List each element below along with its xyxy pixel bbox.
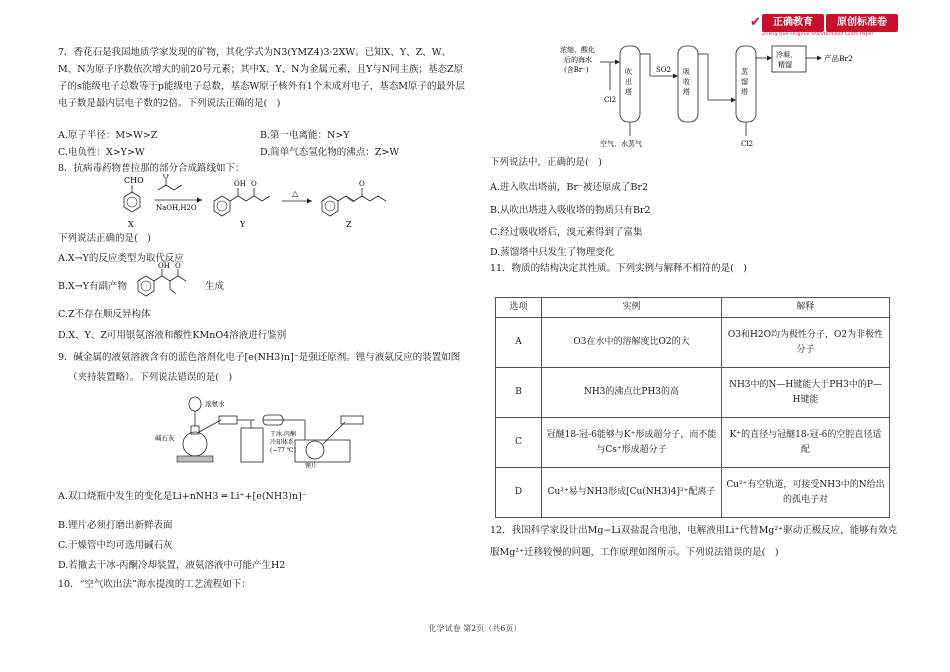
q9-option-b: B.锂片必须打磨出新鲜表面 — [58, 520, 173, 531]
table-cell-option: C — [496, 418, 542, 468]
q8-reagent: NaOH,H2O — [156, 204, 197, 212]
q9-coolant-label-1: 干冰-丙酮 — [270, 431, 297, 438]
q10-stem: 10．“空气吹出法”海水提溴的工艺流程如下： — [58, 579, 251, 590]
q12-line1: 12．我国科学家设计出Mg−Li双盐混合电池，电解液用Li⁺代替Mg²⁺驱动正极反应，能够有效克 — [490, 525, 898, 536]
check-icon: ✔ — [750, 15, 761, 30]
table-cell-option: D — [496, 468, 542, 518]
q8-option-b-suffix: 生成 — [205, 281, 225, 292]
q9-coolant-label-2: 冷却体系 — [270, 439, 295, 446]
q10-tower-3-label-2: 馏 — [741, 78, 748, 86]
q10-question: 下列说法中，正确的是( ) — [490, 157, 602, 168]
q10-tower-2-label-3: 塔 — [683, 88, 690, 96]
q9-temp-label: (−77 ℃) — [270, 447, 296, 454]
brand-logo — [750, 14, 900, 38]
q11-stem: 11．物质的结构决定其性质。下列实例与解释不相符的是( ) — [490, 263, 748, 274]
q8-option-b-prefix: B.X→Y有副产物 — [58, 281, 127, 292]
table-row — [496, 318, 890, 368]
q8-stem: 8．抗病毒药物普拉那的部分合成路线如下： — [58, 163, 245, 174]
q9-ammonia-label: 浓氨水 — [205, 400, 225, 408]
q10-option-a: A.进入吹出塔前，Br⁻被还原成了Br2 — [490, 182, 648, 193]
q8-heat: △ — [292, 189, 299, 198]
table-cell-explain: Cu²⁺有空轨道，可接受NH3中的N给出的孤电子对 — [722, 468, 890, 518]
table-cell-explain: NH3中的N—H键能大于PH3中的P—H键能 — [722, 368, 890, 418]
table-header-explain: 解释 — [722, 298, 890, 318]
q10-so2-label: SO2 — [656, 66, 671, 74]
table-cell-explain: O3和H2O均为极性分子，O2为非极性分子 — [722, 318, 890, 368]
q8-o-label-2: O — [251, 180, 257, 188]
q10-cl2b-label: Cl2 — [741, 140, 754, 148]
q8-o-label-3: O — [359, 180, 365, 188]
q10-tower-2-label-2: 收 — [683, 78, 690, 86]
q9-cooling-bath — [295, 440, 350, 462]
brand-name-a: 正确教育 — [762, 14, 824, 32]
q8-y-label: Y — [240, 220, 246, 229]
table-header-option: 选项 — [496, 298, 542, 318]
q9-option-a: A.双口烧瓶中发生的变化是Li+nNH3 ═ Li⁺+[e(NH3)n]⁻ — [58, 491, 307, 502]
q10-condenser-label-1: 冷凝、 — [776, 51, 797, 59]
q9-lime-label: 碱石灰 — [155, 434, 175, 442]
q10-feed-label-2: 后的海水 — [564, 56, 592, 64]
q9-flask — [183, 432, 207, 456]
q11-table — [495, 297, 890, 518]
q10-tower-3-label-3: 塔 — [741, 88, 748, 96]
q10-tower-1-label-1: 吹 — [625, 68, 632, 76]
table-cell-explain: K⁺的直径与冠醚18-冠-6的空腔直径适配 — [722, 418, 890, 468]
q7-stem: 7．香花石是我国地质学家发现的矿物，其化学式为N3(YMZ4)3·2XW。已知X、Y、Z、W、M、N为原子序数依次增大的前20号元素；其中X、Y、N为金属元素，且Y与N同主族；基态Z原子的s能级电子总数等于p能级电子总数，基态W原子核外有1个未成对电子，基态M原子的最外层电子数是最内层电子数的2倍。下列说法正确的是( ) — [58, 47, 465, 109]
q12-line2: 服Mg²⁺迁移较慢的问题，工作原理如图所示。下列说法错误的是( ) — [490, 547, 779, 558]
table-cell-option: B — [496, 368, 542, 418]
q7-option-b: B.第一电离能：N>Y — [260, 130, 350, 141]
q9-stem-line1: 9．碱金属的液氨溶液含有的蓝色溶剂化电子[e(NH3)n]⁻是强还原剂。锂与液氨反应的装置如图 — [58, 352, 461, 363]
table-header-example: 实例 — [542, 298, 722, 318]
table-header-row — [496, 298, 890, 318]
q8-x-label: X — [128, 220, 134, 229]
q7-option-a: A.原子半径：M>W>Z — [58, 130, 158, 141]
q8-option-c: C.Z不存在顺反异构体 — [58, 309, 151, 320]
q10-air-label: 空气、水蒸气 — [600, 140, 642, 148]
q9-li-label: 锂片 — [305, 463, 318, 470]
table-row — [496, 368, 890, 418]
q10-option-d: D.蒸馏塔中只发生了物理变化 — [490, 247, 615, 258]
q7-option-d: D.简单气态氢化物的沸点：Z>W — [260, 147, 400, 158]
table-cell-example: O3在水中的溶解度比O2的大 — [542, 318, 722, 368]
q10-cl2-label: Cl2 — [604, 96, 617, 104]
page-footer: 化学试卷 第2页（共6页） — [428, 624, 522, 633]
q8-cho-label: CHO — [124, 176, 144, 185]
q9-option-c: C.干燥管中均可选用碱石灰 — [58, 540, 173, 551]
q8-synthesis-route — [110, 174, 410, 232]
table-cell-example: NH3的沸点比PH3的高 — [542, 368, 722, 418]
table-cell-example: 冠醚18-冠-6能够与K⁺形成超分子，而不能与Cs⁺形成超分子 — [542, 418, 722, 468]
q10-condenser-label-2: 精馏 — [778, 61, 792, 69]
q8-o-label-4: O — [175, 262, 181, 270]
q8-question: 下列说法正确的是( ) — [58, 233, 151, 244]
table-cell-example: Cu²⁺易与NH3形成[Cu(NH3)4]²⁺配离子 — [542, 468, 722, 518]
q10-option-c: C.经过吸收塔后，溴元素得到了富集 — [490, 227, 643, 238]
q8-x-ring — [124, 192, 140, 212]
q10-flow-diagram — [560, 40, 880, 152]
q8-o-label-1: O — [163, 174, 169, 180]
q10-tower-1-label-3: 塔 — [625, 88, 632, 96]
q10-option-b: B.从吹出塔进入吸收塔的物质只有Br2 — [490, 205, 651, 216]
table-row — [496, 468, 890, 518]
q10-product-label: 产品Br2 — [824, 54, 853, 63]
q10-tower-1-label-2: 出 — [625, 78, 632, 86]
q10-tower-2-label-1: 吸 — [683, 68, 690, 76]
q8-z-label: Z — [346, 220, 352, 229]
q8-side-product — [134, 262, 204, 302]
table-cell-option: A — [496, 318, 542, 368]
q9-option-d: D.若撤去干冰-丙酮冷却装置，液氨溶液中可能产生H2 — [58, 560, 286, 571]
q8-option-d: D.X、Y、Z可用银氨溶液和酸性KMnO4溶液进行鉴别 — [58, 330, 287, 341]
q9-apparatus — [155, 392, 385, 470]
q8-oh-label-2: OH — [158, 262, 170, 270]
q8-option-a: A.X→Y的反应类型为取代反应 — [58, 253, 184, 264]
q7-option-c: C.电负性：X>Y>W — [58, 147, 145, 158]
table-row — [496, 418, 890, 468]
q10-tower-3-label-1: 蒸 — [741, 68, 748, 76]
q9-stem-line2: （夹持装置略）。下列说法错误的是( ) — [68, 372, 233, 383]
brand-name-b: 原创标准卷 — [826, 14, 898, 32]
q8-oh-label-1: OH — [234, 180, 246, 188]
q10-feed-label-3: (含Br⁻) — [564, 66, 589, 74]
q10-feed-label-1: 浓缩、酸化 — [560, 46, 595, 54]
brand-subtitle: Zheng Que Original Standardized Exam Paper — [762, 32, 874, 37]
